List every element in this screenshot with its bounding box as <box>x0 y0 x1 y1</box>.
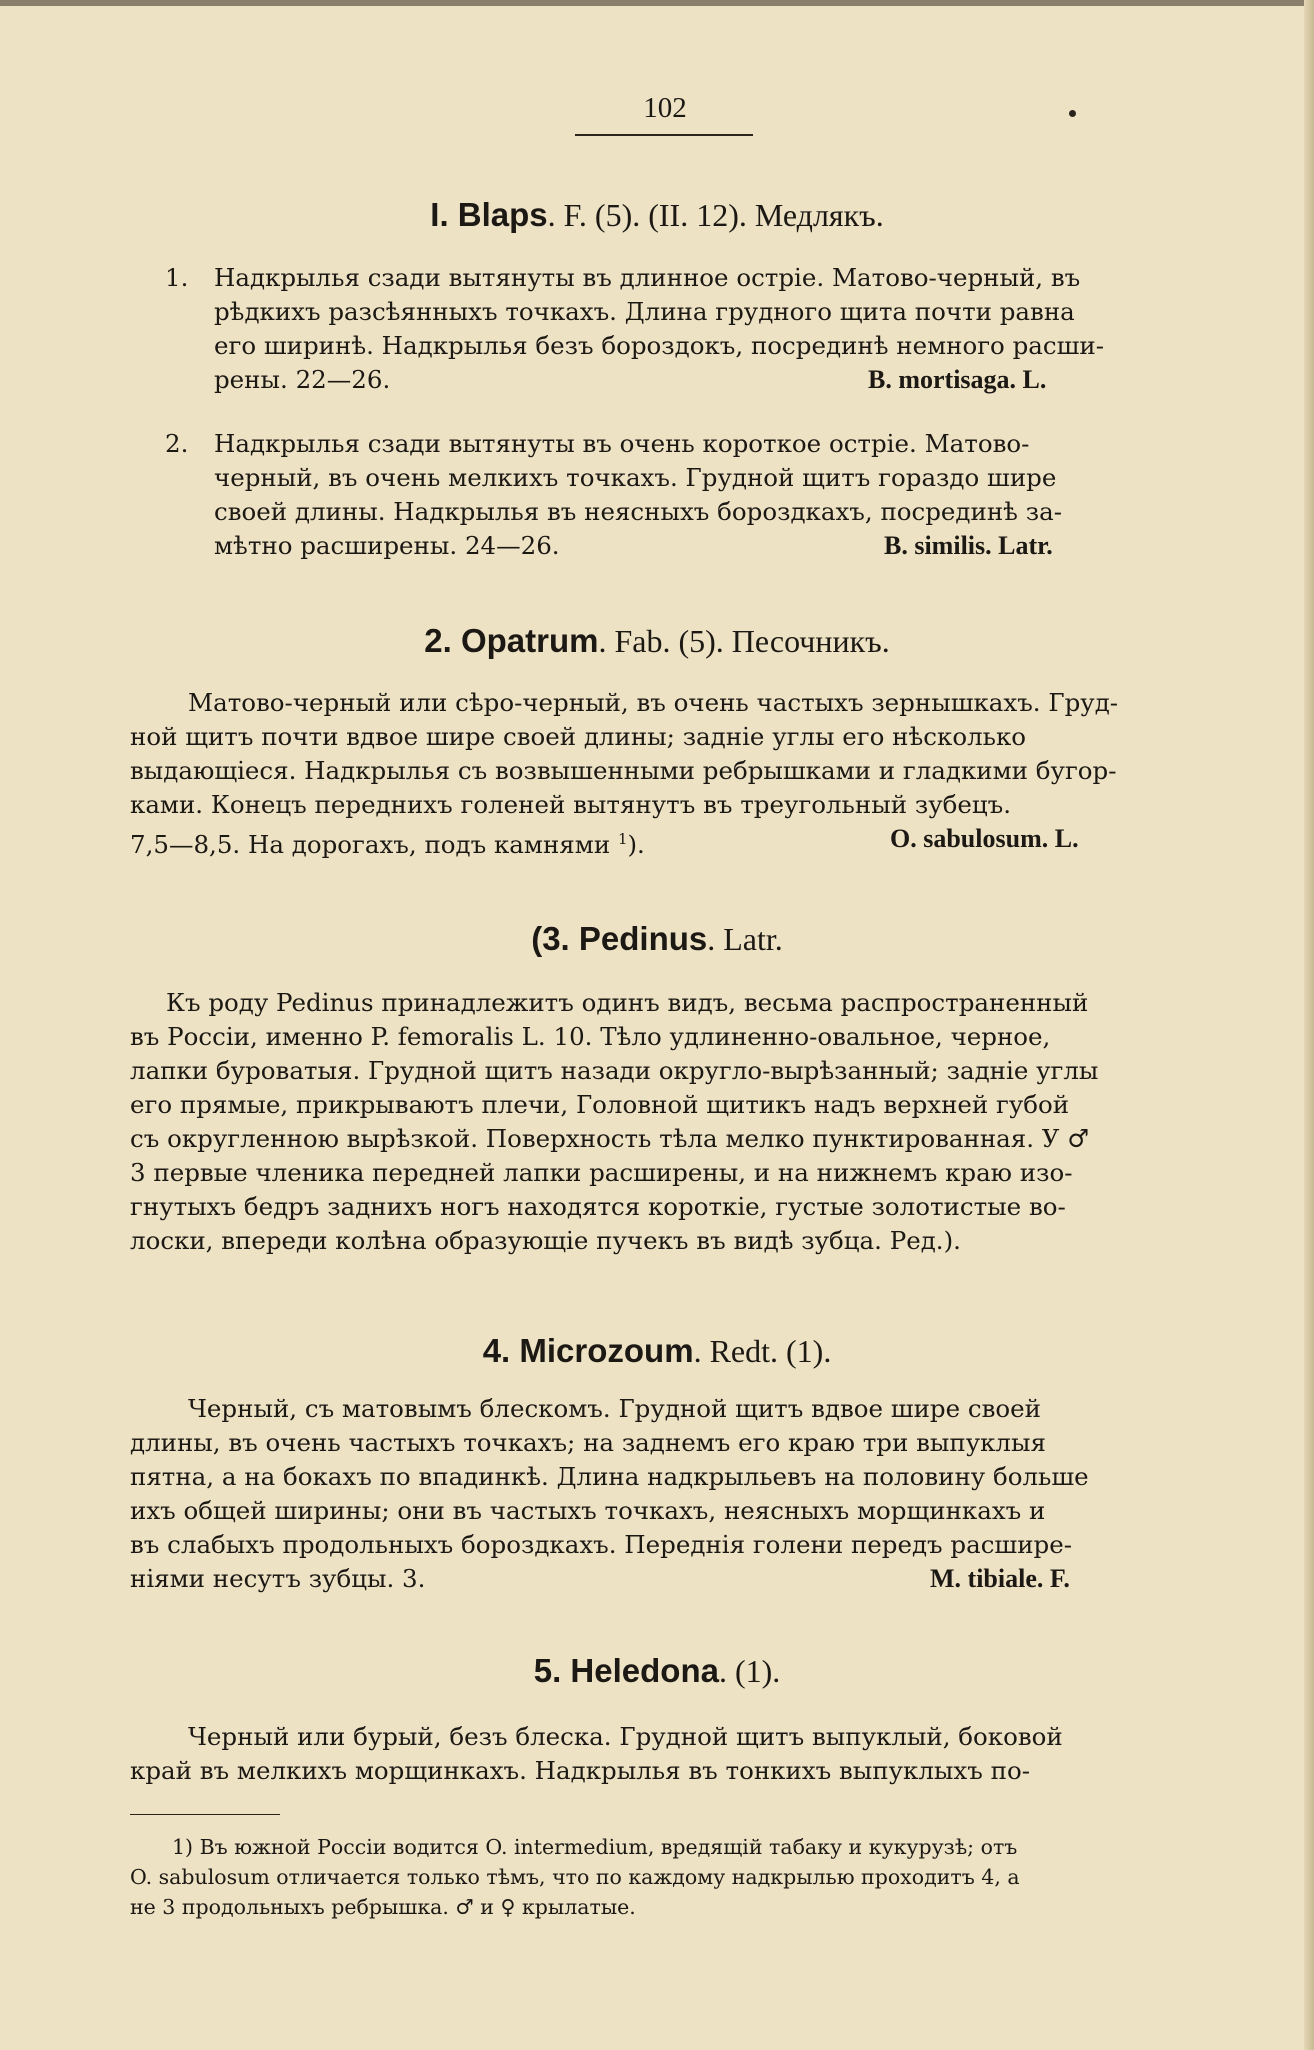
description-pedinus: Къ роду Pedinus принадлежитъ одинъ видъ, весьма распространенный въ Россіи, именно P. femoralis L. 10. Тѣло удлиненно-овальное, черное, лапки буроватыя. Грудной щитъ назади округло-вырѣзанный; задніе углы его прямые, прикрываютъ плечи, Головной щитикъ надъ верхней губой съ округленною вырѣзкой. Поверхность тѣла мелко пунктированная. У ♂ 3 первые членика передней лапки расширены, и на нижнемъ краю изо- гнутыхъ бедръ заднихъ ногъ находятся короткіе, густые золотистые во- лоски, впереди колѣна образующіе пучекъ въ видѣ зубца. Ред.). <box>130 988 1099 1255</box>
description-heledona: Черный или бурый, безъ блеска. Грудной щитъ выпуклый, боковой край въ мелкихъ морщинкахъ. Надкрылья въ тонкихъ выпуклыхъ по- <box>130 1722 1063 1785</box>
entry-text-blaps-1: Надкрылья сзади вытянуты въ длинное остріе. Матово-черный, въ рѣдкихъ разсѣянныхъ точкахъ. Длина грудного щита почти равна его ширинѣ. Надкрылья безъ бороздокъ, посрединѣ немного расши- рены. 22—26. <box>214 263 1104 394</box>
genus-heading-blaps: I. Blaps. F. (5). (II. 12). Медлякъ. <box>430 196 884 233</box>
genus-heading-opatrum: 2. Opatrum. Fab. (5). Песочникъ. <box>424 622 890 659</box>
entry-number: 2. <box>165 429 189 458</box>
genus-heading-heledona: 5. Heledona. (1). <box>533 1652 781 1689</box>
description-opatrum: Матово-черный или сѣро-черный, въ очень частыхъ зернышкахъ. Груд- ной щитъ почти вдвое шире своей длины; задніе углы его нѣсколько выдающіеся. Надкрылья съ возвышенными ребрышками и гладкими бугор- ками. Конецъ переднихъ голеней вытянутъ въ треугольный зубецъ. 7,5—8,5. На дорогахъ, подъ камнями $^1$). <box>130 688 1119 860</box>
page-number: 102 <box>643 92 687 124</box>
scan-top-edge <box>0 0 1314 6</box>
stray-ink-dot <box>1069 110 1076 117</box>
species-name: B. mortisaga. L. <box>868 365 1047 394</box>
footnote-rule <box>130 1814 280 1815</box>
genus-heading-microzoum: 4. Microzoum. Redt. (1). <box>482 1332 832 1369</box>
page-number-rule <box>575 134 753 136</box>
footnote-reference: 1 <box>617 830 628 848</box>
footnote-marker: 1) <box>172 1835 194 1859</box>
species-name: M. tibiale. F. <box>930 1564 1070 1593</box>
species-name: B. similis. Latr. <box>884 531 1053 560</box>
species-name: O. sabulosum. L. <box>890 824 1079 853</box>
scan-right-edge <box>1304 0 1314 2050</box>
footnote: 1) Въ южной Россіи водится O. intermedium, вредящій табаку и кукурузѣ; отъ O. sabulosum отличается только тѣмъ, что по каждому надкрылью проходитъ 4, а не 3 продольныхъ ребрышка. ♂ и ♀ крылатые. <box>130 1835 1020 1919</box>
description-microzoum: Черный, съ матовымъ блескомъ. Грудной щитъ вдвое шире своей длины, въ очень частыхъ точкахъ; на заднемъ его краю три выпуклыя пятна, а на бокахъ по впадинкѣ. Длина надкрыльевъ на половину больше ихъ общей ширины; они въ частыхъ точкахъ, неясныхъ морщинкахъ и въ слабыхъ продольныхъ бороздкахъ. Переднія голени передъ расшире- ніями несутъ зубцы. 3. <box>130 1394 1089 1593</box>
entry-number: 1. <box>165 263 189 292</box>
genus-heading-pedinus: (3. Pedinus. Latr. <box>531 920 783 957</box>
entry-text-blaps-2: Надкрылья сзади вытянуты въ очень короткое остріе. Матово- черный, въ очень мелкихъ точкахъ. Грудной щитъ гораздо шире своей длины. Надкрылья въ неясныхъ бороздкахъ, посрединѣ за- мѣтно расширены. 24—26. <box>214 429 1062 560</box>
